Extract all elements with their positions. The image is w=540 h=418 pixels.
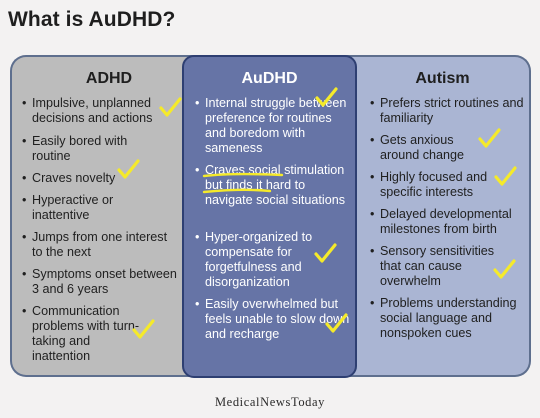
highlight-underline	[200, 168, 300, 204]
audhd-item: • Internal struggle between preference for routines and boredom with sameness	[195, 96, 355, 156]
adhd-item: • Impulsive, unplanned decisions and actions	[22, 96, 182, 126]
page-title: What is AuDHD?	[8, 8, 176, 31]
checkmark-icon	[493, 165, 519, 189]
adhd-item: • Easily bored with routine	[22, 134, 152, 164]
autism-item: • Sensory sensitivities that can cause overwhelm	[370, 244, 500, 289]
audhd-item: • Hyper-organized to compensate for forgetfulness and disorganization	[195, 230, 335, 290]
brand-name: MedicalNewsToday	[214, 395, 326, 409]
audhd-heading: AuDHD	[241, 70, 298, 87]
adhd-heading: ADHD	[85, 70, 133, 87]
autism-item: • Highly focused and specific interests	[370, 170, 505, 200]
brand-logo	[0, 395, 540, 410]
checkmark-icon	[314, 86, 340, 110]
adhd-item: • Symptoms onset between 3 and 6 years	[22, 267, 182, 297]
autism-item: • Prefers strict routines and familiarity	[370, 96, 528, 126]
adhd-item: • Hyperactive or inattentive	[22, 193, 152, 223]
checkmark-icon	[131, 318, 157, 342]
checkmark-icon	[116, 158, 142, 182]
audhd-item: • Easily overwhelmed but feels unable to slow down and recharge	[195, 297, 355, 342]
audhd-item: • Craves social stimulation but finds it hard to navigate social situations	[195, 163, 355, 208]
checkmark-icon	[158, 96, 184, 120]
adhd-item: • Jumps from one interest to the next	[22, 230, 172, 260]
checkmark-icon	[324, 312, 350, 336]
checkmark-icon	[477, 127, 503, 151]
checkmark-icon	[313, 242, 339, 266]
checkmark-icon	[492, 258, 518, 282]
autism-item: • Gets anxious around change	[370, 133, 485, 163]
adhd-item: • Communication problems with turn-taking and inattention	[22, 304, 142, 364]
autism-column	[334, 55, 531, 377]
autism-item: • Delayed developmental milestones from birth	[370, 207, 530, 237]
autism-item: • Problems understanding social language and nonspoken cues	[370, 296, 530, 341]
autism-heading: Autism	[415, 70, 470, 87]
adhd-item: • Craves novelty	[22, 171, 182, 186]
